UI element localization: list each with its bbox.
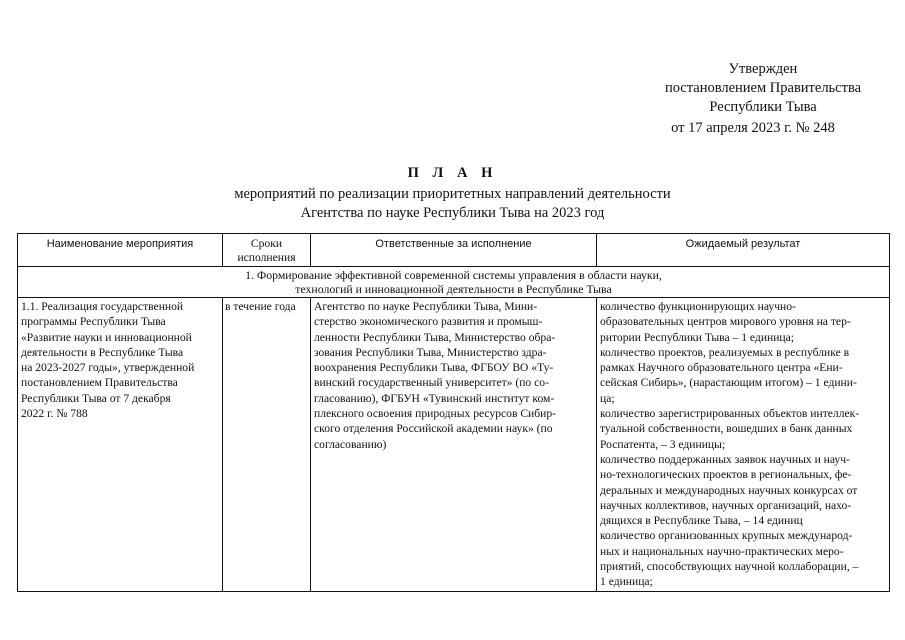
section-title [18, 267, 890, 298]
responsible-line: плексного освоения природных ресурсов Сибир- [314, 407, 557, 421]
activity-name-line: «Развитие науки и инновационной [21, 330, 192, 344]
responsible-line: Агентство по науке Республики Тыва, Мини- [314, 300, 538, 313]
table-row [18, 298, 890, 592]
responsible-line: ского отделения Российской академии наук» (по [314, 422, 553, 436]
activity-name-line: 1.1. Реализация государственной [21, 300, 184, 313]
plan-subtitle-line-1: мероприятий по реализации приоритетных направлений деятельности [234, 186, 671, 202]
result-line: образовательных центров мирового уровня на тер- [600, 315, 851, 329]
approval-line-date: от 17 апреля 2023 г. № 248 [671, 120, 835, 136]
result-line: количество зарегистрированных объектов интеллек- [600, 407, 860, 421]
result-line: 1 единица; [600, 575, 653, 589]
activity-name-line: постановлением Правительства [21, 376, 178, 390]
result-line: сейская Сибирь», (нарастающим итогом) – 1 едини- [600, 376, 857, 390]
result-line: рамках Научного образовательного центра «Ени- [600, 361, 843, 375]
result-line: ных и национальных научно-практических меро- [600, 544, 844, 558]
plan-subtitle-line-2: Агентства по науке Республики Тыва на 2023 год [300, 205, 605, 221]
header-responsible: Ответственные за исполнение [311, 234, 597, 267]
cell-expected-result [597, 298, 890, 592]
activity-name-line: программы Республики Тыва [21, 315, 166, 329]
responsible-line: винский государственный университет» (по со- [314, 376, 549, 390]
responsible-line: согласованию) [314, 437, 387, 451]
activity-name-line: деятельности в Республике Тыва [21, 345, 184, 359]
approval-stamp [643, 60, 883, 138]
approval-line-approved: Утвержден [728, 61, 798, 77]
header-result: Ожидаемый результат [597, 234, 890, 267]
result-line: научных коллективов, научных организаций, нахо- [600, 498, 852, 512]
approval-line-republic: Республики Тыва [709, 99, 817, 115]
result-line: количество проектов, реализуемых в республике в [600, 345, 850, 359]
result-line: ца; [600, 391, 615, 405]
result-line: количество организованных крупных международ- [600, 529, 853, 543]
header-deadline [223, 234, 311, 267]
cell-deadline: в течение года [223, 298, 311, 592]
responsible-line: стерство экономического развития и промыш- [314, 315, 543, 329]
responsible-line: ленности Республики Тыва, Министерство обра- [314, 330, 556, 344]
table-header-row [18, 234, 890, 267]
result-line: количество поддержанных заявок научных и науч- [600, 452, 850, 466]
cell-responsible [311, 298, 597, 592]
activity-name-line: Республики Тыва от 7 декабря [21, 391, 171, 405]
header-deadline-line-2: исполнения [237, 251, 296, 264]
result-line: деральных и международных научных конкурсах от [600, 483, 858, 497]
result-line: дящихся в Республике Тыва, – 14 единиц [600, 514, 803, 528]
header-name: Наименование мероприятия [18, 234, 223, 267]
section-row [18, 267, 890, 298]
section-title-line-2: технологий и инновационной деятельности в Республике Тыва [295, 282, 612, 296]
header-deadline-line-1: Сроки [250, 237, 283, 250]
section-title-line-1: 1. Формирование эффективной современной системы управления в области науки, [245, 268, 662, 282]
result-line: приятий, способствующих научной коллаборации, – [600, 560, 859, 574]
plan-title: П Л А Н [407, 165, 498, 181]
result-line: количество функционирующих научно- [600, 300, 796, 313]
result-line: туальной собственности, вошедших в банк данных [600, 422, 853, 436]
activity-name-line: на 2023-2027 годы», утвержденной [21, 361, 195, 375]
approval-line-resolution: постановлением Правительства [664, 80, 862, 96]
activity-name-line: 2022 г. № 788 [21, 407, 88, 421]
result-line: но-технологических проектов в региональных, фе- [600, 468, 852, 482]
responsible-line: зования Республики Тыва, Министерство здра- [314, 345, 547, 359]
result-line: ритории Республики Тыва – 1 единица; [600, 330, 795, 344]
result-line: Роспатента, – 3 единицы; [600, 437, 726, 451]
responsible-line: гласованию), ФГБУН «Тувинский институт ком- [314, 391, 555, 405]
document-heading [0, 164, 905, 223]
responsible-line: воохранения Республики Тыва, ФГБОУ ВО «Ту- [314, 361, 554, 375]
plan-table [17, 233, 890, 592]
cell-activity-name [18, 298, 223, 592]
